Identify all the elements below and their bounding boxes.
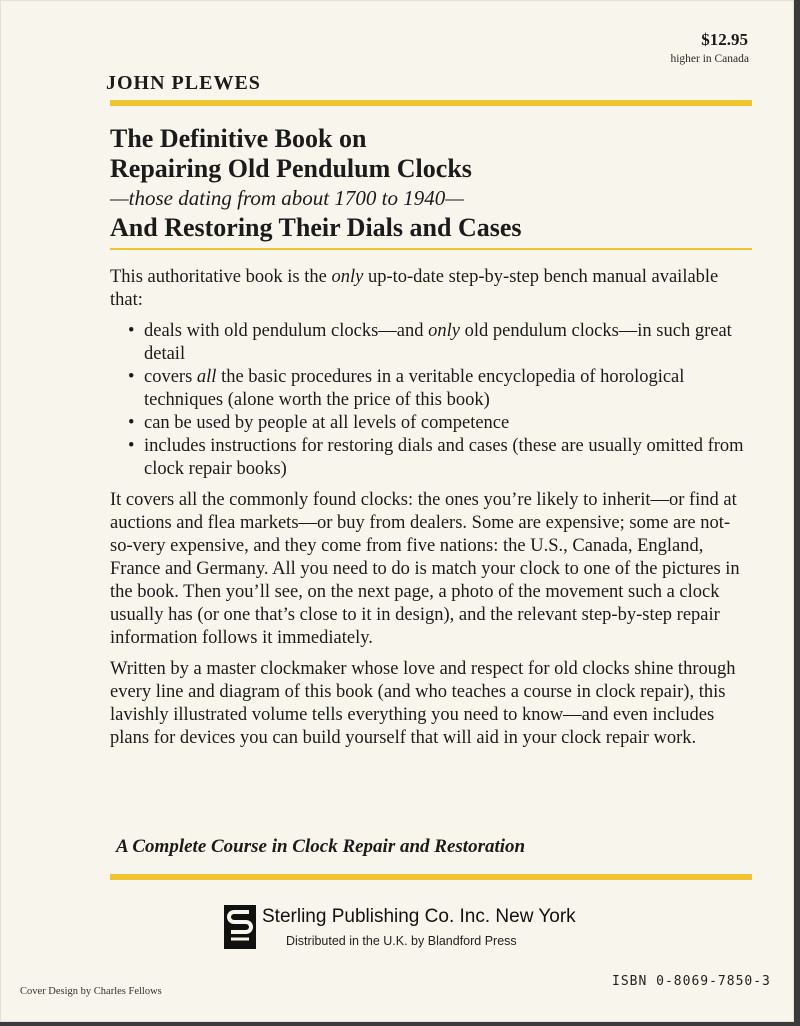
intro-text: This authoritative book is the <box>110 267 332 287</box>
heading-line-4: And Restoring Their Dials and Cases <box>110 213 522 242</box>
book-heading <box>110 124 750 244</box>
feature-item: • includes instructions for restoring dials and cases (these are usually omitted from clock repair books) <box>126 435 750 481</box>
description-block <box>110 266 750 750</box>
publisher-name: Sterling Publishing Co. Inc. New York <box>262 906 576 927</box>
accent-rule <box>110 248 752 250</box>
intro-text-end: up-to-date step-by-step bench manual available that: <box>110 267 719 310</box>
author-paragraph: Written by a master clockmaker whose love and respect for old clocks shine through every line and diagram of this book (and who teaches a course in clock repair), this lavishly illustrated volume tells everything you need to know—and even includes plans for devices you can build yourself that will aid in your clock repair work. <box>110 659 736 748</box>
feature-item: • deals with old pendulum clocks—and only old pendulum clocks—in such great detail <box>126 320 750 366</box>
price-note: higher in Canada <box>670 53 749 65</box>
coverage-paragraph: It covers all the commonly found clocks: the ones you’re likely to inherit—or find at auctions and flea markets—or buy from dealers. Some are expensive; some are not-so-very expensive, and they come from five nations: the U.S., Canada, England, France and Germany. All you need to do is match your clock to one of the pictures in the book. Then you’ll see, on the next page, a photo of the movement such a clock usually has (or one that’s close to it in design), and the relevant step-by-step repair information follows it immediately. <box>110 490 740 648</box>
cover-credit: Cover Design by Charles Fellows <box>20 986 162 997</box>
intro-paragraph <box>110 266 750 312</box>
price: $12.95 <box>701 30 748 49</box>
feature-item: • can be used by people at all levels of competence <box>126 412 750 435</box>
sterling-s-logo-icon <box>224 905 256 949</box>
feature-list <box>126 320 750 481</box>
heading-line-2: Repairing Old Pendulum Clocks <box>110 154 472 183</box>
isbn: ISBN 0-8069-7850-3 <box>612 974 771 989</box>
distribution-note: Distributed in the U.K. by Blandford Press <box>286 934 517 948</box>
feature-item: • covers all the basic procedures in a veritable encyclopedia of horological techniques (alone worth the price of this book) <box>126 366 750 412</box>
heading-line-1: The Definitive Book on <box>110 124 367 153</box>
intro-emphasis: only <box>331 267 364 287</box>
tagline: A Complete Course in Clock Repair and Restoration <box>116 836 526 857</box>
accent-bar-bottom <box>110 874 752 880</box>
author-name: JOHN PLEWES <box>106 72 261 94</box>
heading-subline: —those dating from about 1700 to 1940— <box>110 186 464 210</box>
accent-bar-top <box>110 100 752 106</box>
